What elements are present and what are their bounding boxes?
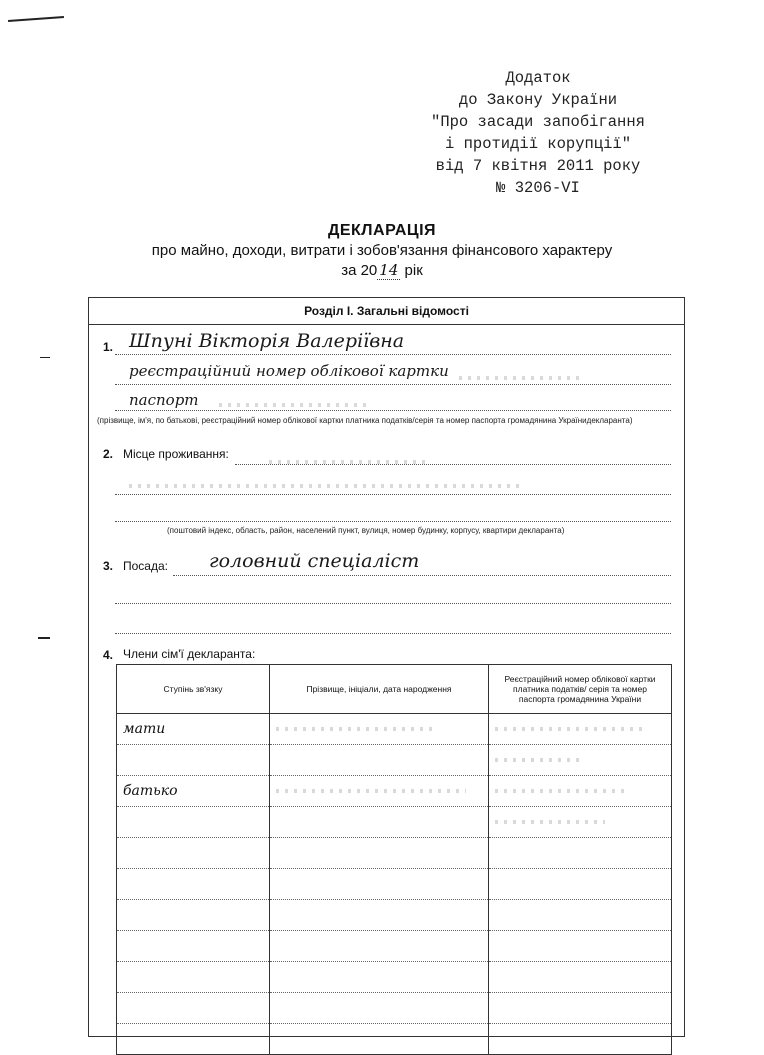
item2-number: 2.	[103, 447, 114, 461]
name-cell	[270, 1024, 489, 1055]
declaration-year	[0, 261, 764, 280]
declarant-name-handwritten: Шпуні Вікторія Валеріївна	[129, 330, 405, 352]
section-title: Розділ І. Загальні відомості	[89, 298, 684, 325]
item4-number: 4.	[103, 648, 114, 662]
relation-cell	[117, 900, 270, 931]
table-row	[117, 776, 672, 807]
tax-cell	[489, 745, 672, 776]
family-members-label: Члени сім'ї декларанта:	[123, 647, 256, 661]
redacted-value	[495, 820, 605, 824]
tax-cell	[489, 931, 672, 962]
relation-cell	[117, 962, 270, 993]
registration-number-handwritten: реєстраційний номер облікової картки	[129, 362, 449, 380]
redacted-value	[459, 376, 579, 380]
year-handwritten: 14	[379, 261, 399, 279]
item2-line-3	[115, 521, 671, 522]
relation-cell: батько	[117, 776, 270, 807]
column-name-dob: Прізвище, ініціали, дата народження	[270, 665, 489, 714]
scan-mark-left-2	[38, 637, 50, 639]
name-cell	[270, 962, 489, 993]
item1-line-2	[115, 384, 671, 385]
redacted-value	[276, 789, 466, 793]
table-row	[117, 838, 672, 869]
scan-mark-top	[8, 16, 64, 22]
redacted-value	[495, 758, 585, 762]
scan-mark-left-1	[40, 357, 50, 358]
addendum-line: від 7 квітня 2011 року	[435, 157, 641, 175]
table-row	[117, 1024, 672, 1055]
addendum-line: № 3206-VI	[496, 179, 580, 197]
table-row	[117, 993, 672, 1024]
addendum-line: "Про засади запобігання	[431, 113, 645, 131]
name-cell	[270, 838, 489, 869]
year-suffix: рік	[404, 262, 423, 279]
relation-cell	[117, 807, 270, 838]
tax-cell	[489, 900, 672, 931]
tax-cell	[489, 838, 672, 869]
year-prefix: за 20	[341, 262, 378, 279]
item3-number: 3.	[103, 559, 114, 573]
tax-cell	[489, 807, 672, 838]
table-row	[117, 745, 672, 776]
name-cell	[270, 776, 489, 807]
name-cell	[270, 714, 489, 745]
item2-line-2	[115, 494, 671, 495]
addendum-line: і протидії корупції"	[444, 135, 632, 153]
relation-cell	[117, 869, 270, 900]
redacted-value	[495, 727, 645, 731]
redacted-value	[219, 403, 369, 407]
item2-caption: (поштовий індекс, область, район, населений пункт, вулиця, номер будинку, корпусу, квартири декларанта)	[167, 526, 565, 535]
table-row	[117, 714, 672, 745]
item3-line-3	[115, 633, 671, 634]
law-addendum	[408, 67, 668, 199]
addendum-line: до Закону України	[458, 91, 618, 109]
tax-cell	[489, 869, 672, 900]
item1-line-1	[115, 354, 671, 355]
name-cell	[270, 745, 489, 776]
passport-handwritten: паспорт	[129, 391, 199, 409]
relation-cell	[117, 745, 270, 776]
relation-cell	[117, 1024, 270, 1055]
position-label: Посада:	[123, 559, 168, 573]
item1-caption: (прізвище, ім'я, по батькові, реєстраційний номер облікової картки платника податків/серія та номер паспорта громадянина Українидекларанта)	[97, 416, 633, 425]
item1-number: 1.	[103, 340, 114, 354]
redacted-value	[495, 789, 625, 793]
table-row	[117, 900, 672, 931]
item3-line-2	[115, 603, 671, 604]
tax-cell	[489, 714, 672, 745]
column-tax-passport: Реєстраційний номер облікової картки платника податків/ серія та номер паспорта громадянина України	[489, 665, 672, 714]
redacted-value	[276, 727, 436, 731]
tax-cell	[489, 776, 672, 807]
name-cell	[270, 931, 489, 962]
relation-cell: мати	[117, 714, 270, 745]
family-members-table	[116, 664, 672, 1055]
item1-line-3	[115, 410, 671, 411]
name-cell	[270, 869, 489, 900]
table-row	[117, 807, 672, 838]
table-row	[117, 931, 672, 962]
tax-cell	[489, 962, 672, 993]
declaration-subtitle: про майно, доходи, витрати і зобов'язання фінансового характеру	[151, 242, 613, 259]
declaration-heading: ДЕКЛАРАЦІЯ	[327, 222, 437, 239]
item3-line-1	[173, 575, 671, 576]
table-row	[117, 869, 672, 900]
relation-cell	[117, 931, 270, 962]
redacted-value	[129, 484, 519, 488]
position-handwritten: головний спеціаліст	[209, 550, 420, 572]
name-cell	[270, 807, 489, 838]
residence-label: Місце проживання:	[123, 447, 229, 461]
declaration-title-block	[0, 222, 764, 280]
item2-line-1	[235, 464, 671, 465]
relation-cell	[117, 993, 270, 1024]
table-row	[117, 962, 672, 993]
tax-cell	[489, 1024, 672, 1055]
column-relation: Ступінь зв'язку	[117, 665, 270, 714]
name-cell	[270, 900, 489, 931]
relation-cell	[117, 838, 270, 869]
name-cell	[270, 993, 489, 1024]
section-frame	[88, 297, 685, 1037]
tax-cell	[489, 993, 672, 1024]
addendum-line: Додаток	[505, 69, 571, 87]
